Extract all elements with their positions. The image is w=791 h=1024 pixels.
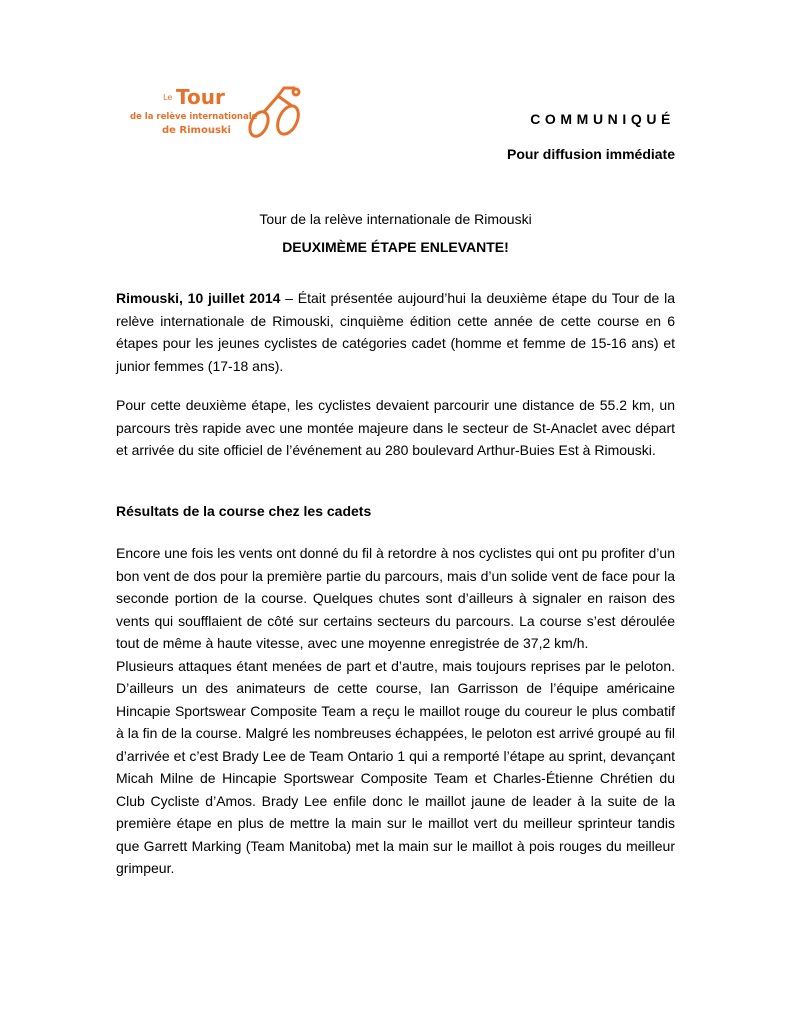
logo-tour-text: Tour (176, 85, 225, 109)
bicycle-icon (244, 82, 314, 140)
intro-text: – Était présentée aujourd’hui la deuxième étape du Tour de la relève internationale de Rimouski, cinquième édition cette année de cette course en 6 étapes pour les jeunes cyclistes de catégories cadet (homme et femme de 15-16 ans) et junior femmes (17-18 ans). (116, 290, 675, 374)
race-results-paragraph: Plusieurs attaques étant menées de part et d’autre, mais toujours reprises par le peloton. D’ailleurs un des animateurs de cette course, Ian Garrisson de l’équipe américaine Hincapie Sportswear Composite Team a reçu le maillot rouge du coureur le plus combatif à la fin de la course. Malgré les nombreuses échappées, le peloton est arrivé groupé au fil d’arrivée et c’est Brady Lee de Team Ontario 1 qui a remporté l’étape au sprint, devançant Micah Milne de Hincapie Sportswear Composite Team et Charles-Étienne Chrétien du Club Cycliste d’Amos. Brady Lee enfile donc le maillot jaune de leader à la suite de la première étape en plus de mettre la main sur le maillot vert du meilleur sprinteur tandis que Garrett Marking (Team Manitoba) met la main sur le maillot à pois rouges du meilleur grimpeur. (116, 657, 675, 876)
results-section (116, 542, 675, 880)
logo-line2-text: de Rimouski (162, 125, 231, 136)
logo-line1-text: de la relève internationale (130, 112, 258, 122)
stage-description-text: Pour cette deuxième étape, les cyclistes devaient parcourir une distance de 55.2 km, un parcours très rapide avec une montée majeure dans le secteur de St-Anaclet avec départ et arrivée du site officiel de l’événement au 280 boulevard Arthur-Buies Est à Rimouski. (116, 397, 675, 458)
intro-paragraph (116, 287, 675, 377)
event-logo (128, 82, 314, 140)
communique-label: COMMUNIQUÉ (530, 111, 675, 127)
race-conditions-paragraph: Encore une fois les vents ont donné du fil à retordre à nos cyclistes qui ont pu profiter d’un bon vent de dos pour la première partie du parcours, mais d’un solide vent de face pour la seconde portion de la course. Quelques chutes sont d’ailleurs à signaler en raison des vents qui soufflaient de côté sur certains secteurs du parcours. La course s’est déroulée tout de même à haute vitesse, avec une moyenne enregistrée de 37,2 km/h. (116, 545, 675, 651)
event-subtitle: Tour de la relève internationale de Rimouski (259, 211, 532, 227)
logo-le-text: Le (163, 93, 173, 102)
dateline: Rimouski, 10 juillet 2014 (116, 290, 281, 306)
stage-description-paragraph (116, 394, 675, 462)
article-headline: DEUXIMÈME ÉTAPE ENLEVANTE! (282, 239, 509, 255)
section-heading: Résultats de la course chez les cadets (116, 503, 372, 519)
immediate-release-label: Pour diffusion immédiate (506, 146, 675, 162)
